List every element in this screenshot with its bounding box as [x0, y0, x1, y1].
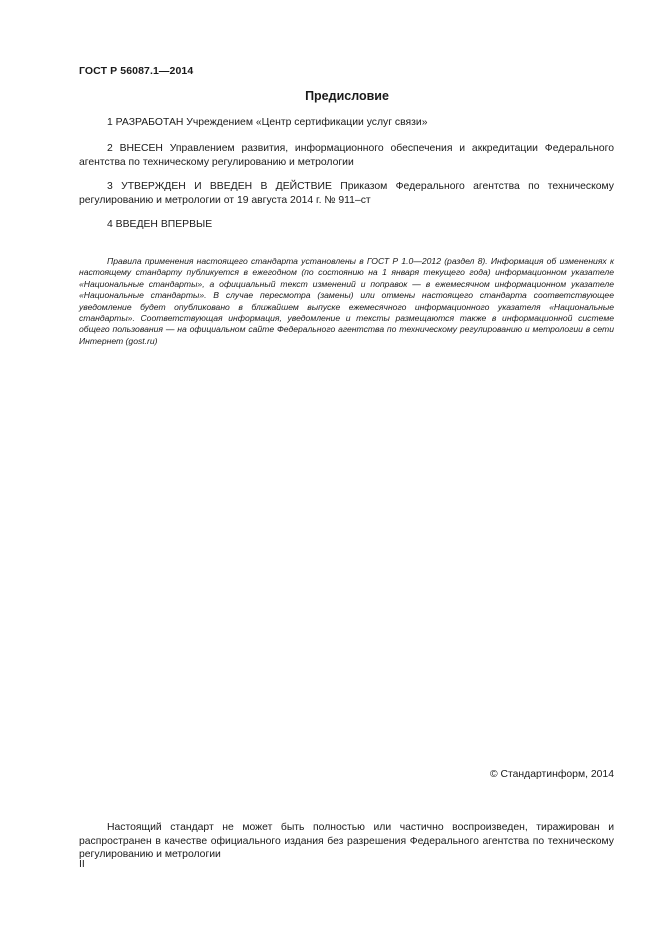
reproduction-notice: Настоящий стандарт не может быть полностью или частично воспроизведен, тиражирован и распространен в качестве официального издания без разрешения Федерального агентства по техническому регулированию и метрологии [79, 822, 614, 860]
preface-item-first-introduced: 4 ВВЕДЕН ВПЕРВЫЕ [107, 219, 213, 230]
preface-item-introduced: 2 ВНЕСЕН Управлением развития, информационного обеспечения и аккредитации Федерального агентства по техническому регулированию и метрологии [79, 143, 614, 168]
application-rules-note: Правила применения настоящего стандарта установлены в ГОСТ Р 1.0—2012 (раздел 8). Информация об изменениях к настоящему стандарту публикуется в ежегодном (по состоянию на 1 января текущего года) информационном указателе «Национальные стандарты», а официальный текст изменений и поправок — в ежемесячном информационном указателе «Национальные стандарты». В случае пересмотра (замены) или отмены настоящего стандарта соответствующее уведомление будет опубликовано в ближайшем выпуске ежемесячного информационного указателя «Национальные стандарты». Соответствующая информация, уведомление и тексты размещаются также в информационной системе общего пользования — на официальном сайте Федерального агентства по техническому регулированию и метрологии в сети Интернет (gost.ru) [79, 256, 614, 346]
document-code: ГОСТ Р 56087.1—2014 [79, 65, 194, 77]
preface-item-developed: 1 РАЗРАБОТАН Учреждением «Центр сертификации услуг связи» [107, 117, 428, 128]
preface-item-approved: 3 УТВЕРЖДЕН И ВВЕДЕН В ДЕЙСТВИЕ Приказом Федерального агентства по техническому регулированию и метрологии от 19 августа 2014 г. № 911–ст [79, 181, 614, 206]
page-title: Предисловие [305, 89, 389, 103]
copyright-line: © Стандартинформ, 2014 [489, 769, 614, 780]
page-number: II [79, 859, 85, 870]
